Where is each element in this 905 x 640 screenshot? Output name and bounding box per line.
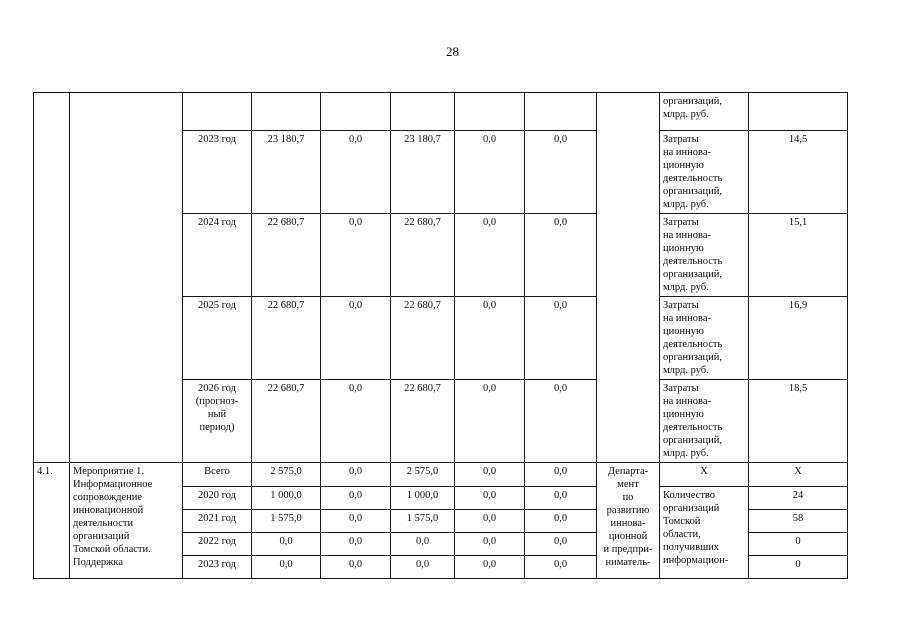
measure-indicator: Количество организаций Томской области, получивших информацион- bbox=[660, 487, 749, 579]
local-cell: 0,0 bbox=[455, 463, 525, 487]
total-cell: 22 680,7 bbox=[252, 297, 321, 380]
year-cell bbox=[183, 93, 252, 131]
name-cell-empty bbox=[70, 93, 183, 463]
regional-cell: 22 680,7 bbox=[391, 380, 455, 463]
regional-cell: 23 180,7 bbox=[391, 131, 455, 214]
total-cell bbox=[252, 93, 321, 131]
other-cell: 0,0 bbox=[525, 556, 597, 579]
executor-cell-empty bbox=[597, 93, 660, 463]
regional-cell bbox=[391, 93, 455, 131]
indicator-value-cell: 18,5 bbox=[749, 380, 848, 463]
local-cell: 0,0 bbox=[455, 380, 525, 463]
regional-cell: 2 575,0 bbox=[391, 463, 455, 487]
local-cell: 0,0 bbox=[455, 131, 525, 214]
indicator-cell: Затраты на иннова- ционную деятельность организаций, млрд. руб. bbox=[660, 131, 749, 214]
other-cell: 0,0 bbox=[525, 510, 597, 533]
year-cell: 2026 год (прогноз- ный период) bbox=[183, 380, 252, 463]
total-cell: 1 000,0 bbox=[252, 487, 321, 510]
year-cell: Всего bbox=[183, 463, 252, 487]
regional-cell: 0,0 bbox=[391, 556, 455, 579]
local-cell bbox=[455, 93, 525, 131]
indicator-cell: Затраты на иннова- ционную деятельность организаций, млрд. руб. bbox=[660, 214, 749, 297]
local-cell: 0,0 bbox=[455, 556, 525, 579]
indicator-cell: организаций, млрд. руб. bbox=[660, 93, 749, 131]
other-cell: 0,0 bbox=[525, 131, 597, 214]
local-cell: 0,0 bbox=[455, 487, 525, 510]
indicator-value-cell: 15,1 bbox=[749, 214, 848, 297]
total-cell: 22 680,7 bbox=[252, 214, 321, 297]
indicator-cell: Затраты на иннова- ционную деятельность организаций, млрд. руб. bbox=[660, 380, 749, 463]
total-cell: 23 180,7 bbox=[252, 131, 321, 214]
indicator-value-cell: 0 bbox=[749, 533, 848, 556]
federal-cell: 0,0 bbox=[321, 463, 391, 487]
measure-name: Мероприятие 1. Информационное сопровождение инновационной деятельности организаций Томской области. Поддержка bbox=[70, 463, 183, 579]
regional-cell: 1 575,0 bbox=[391, 510, 455, 533]
year-cell: 2022 год bbox=[183, 533, 252, 556]
measure-number: 4.1. bbox=[34, 463, 70, 579]
regional-cell: 22 680,7 bbox=[391, 297, 455, 380]
regional-cell: 0,0 bbox=[391, 533, 455, 556]
indicator-value-cell bbox=[749, 93, 848, 131]
indicator-value-cell: 14,5 bbox=[749, 131, 848, 214]
measure-total-row bbox=[34, 463, 848, 487]
year-cell: 2023 год bbox=[183, 556, 252, 579]
other-cell: 0,0 bbox=[525, 380, 597, 463]
federal-cell: 0,0 bbox=[321, 380, 391, 463]
other-cell bbox=[525, 93, 597, 131]
indicator-value-cell: 24 bbox=[749, 487, 848, 510]
indicator-value-cell: 16,9 bbox=[749, 297, 848, 380]
measure-executor: Департа- мент по развитию иннова- ционной и предпри- ниматель- bbox=[597, 463, 660, 579]
year-cell: 2021 год bbox=[183, 510, 252, 533]
year-cell: 2023 год bbox=[183, 131, 252, 214]
year-cell: 2024 год bbox=[183, 214, 252, 297]
indicator-value-cell: Х bbox=[749, 463, 848, 487]
other-cell: 0,0 bbox=[525, 487, 597, 510]
total-cell: 22 680,7 bbox=[252, 380, 321, 463]
local-cell: 0,0 bbox=[455, 510, 525, 533]
indicator-cell: Х bbox=[660, 463, 749, 487]
number-cell-empty bbox=[34, 93, 70, 463]
total-cell: 0,0 bbox=[252, 533, 321, 556]
total-cell: 0,0 bbox=[252, 556, 321, 579]
total-cell: 1 575,0 bbox=[252, 510, 321, 533]
regional-cell: 1 000,0 bbox=[391, 487, 455, 510]
other-cell: 0,0 bbox=[525, 214, 597, 297]
program-table bbox=[33, 92, 848, 579]
year-cell: 2025 год bbox=[183, 297, 252, 380]
total-cell: 2 575,0 bbox=[252, 463, 321, 487]
federal-cell: 0,0 bbox=[321, 487, 391, 510]
continuation-row bbox=[34, 93, 848, 131]
federal-cell: 0,0 bbox=[321, 214, 391, 297]
local-cell: 0,0 bbox=[455, 297, 525, 380]
local-cell: 0,0 bbox=[455, 533, 525, 556]
federal-cell: 0,0 bbox=[321, 297, 391, 380]
federal-cell bbox=[321, 93, 391, 131]
other-cell: 0,0 bbox=[525, 463, 597, 487]
other-cell: 0,0 bbox=[525, 533, 597, 556]
federal-cell: 0,0 bbox=[321, 556, 391, 579]
year-cell: 2020 год bbox=[183, 487, 252, 510]
federal-cell: 0,0 bbox=[321, 510, 391, 533]
page-number: 28 bbox=[446, 44, 459, 59]
indicator-value-cell: 0 bbox=[749, 556, 848, 579]
indicator-value-cell: 58 bbox=[749, 510, 848, 533]
federal-cell: 0,0 bbox=[321, 533, 391, 556]
other-cell: 0,0 bbox=[525, 297, 597, 380]
indicator-cell: Затраты на иннова- ционную деятельность организаций, млрд. руб. bbox=[660, 297, 749, 380]
federal-cell: 0,0 bbox=[321, 131, 391, 214]
regional-cell: 22 680,7 bbox=[391, 214, 455, 297]
local-cell: 0,0 bbox=[455, 214, 525, 297]
